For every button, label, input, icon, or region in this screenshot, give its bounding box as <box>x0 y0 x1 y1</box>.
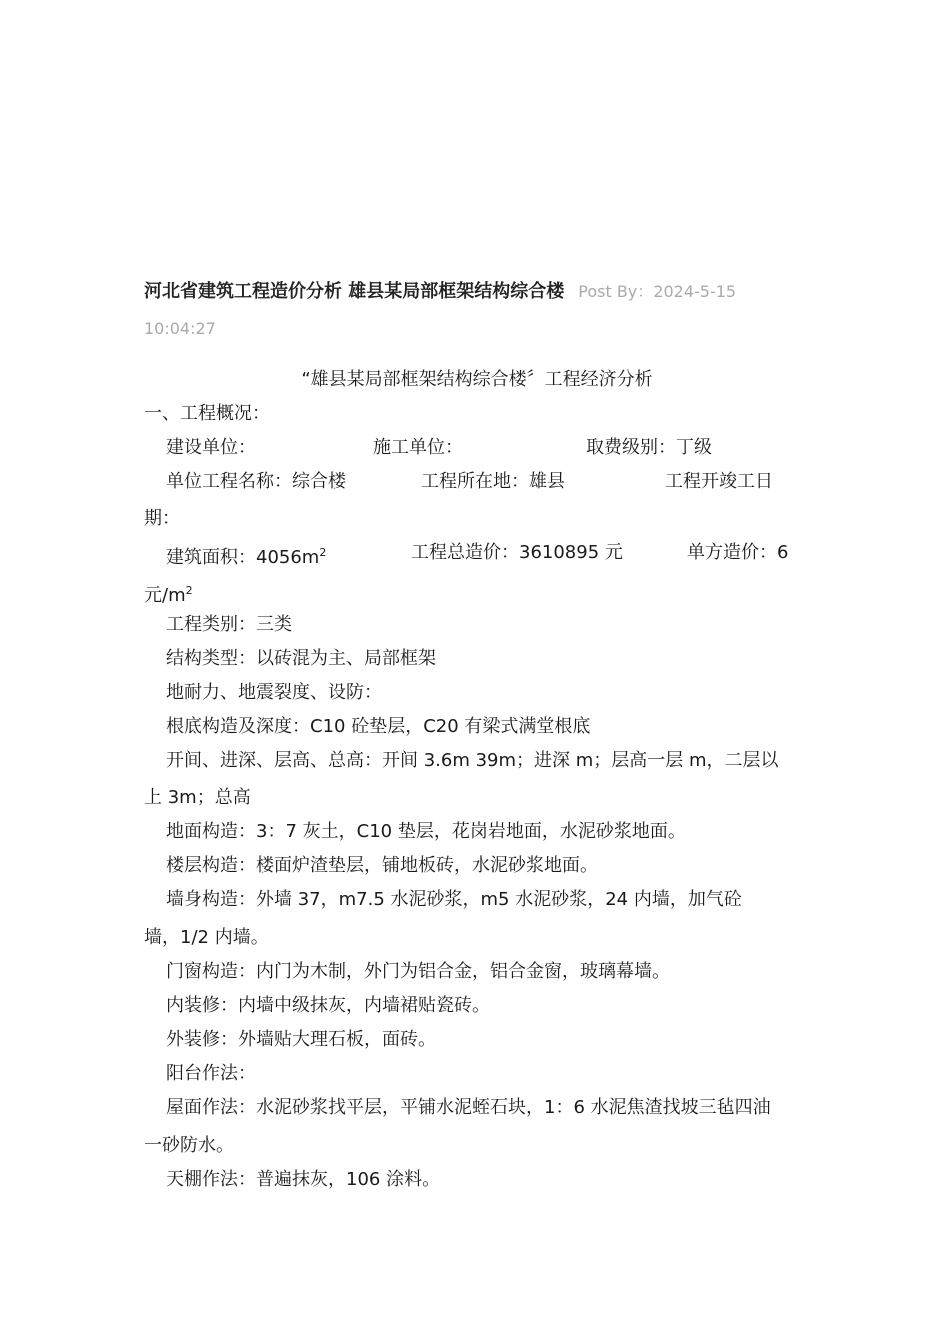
total-cost: 工程总造价：3610895 元 <box>411 542 623 563</box>
document-title: “雄县某局部框架结构综合楼〞工程经济分析 <box>301 369 653 390</box>
unit-cost-unit: 元/m <box>144 585 186 606</box>
structure-type: 结构类型：以砖混为主、局部框架 <box>166 648 436 669</box>
wall-construction-cont: 墙，1/2 内墙。 <box>144 927 269 948</box>
unit-cost-superscript: 2 <box>185 584 193 597</box>
dimensions-info: 开间、进深、层高、总高：开间 3.6m 39m；进深 m；层高一层 m，二层以 <box>166 750 779 771</box>
seismic-info: 地耐力、地震裂度、设防： <box>166 682 382 703</box>
dimensions-info-cont: 上 3m；总高 <box>144 787 251 808</box>
unit-cost-cont <box>144 577 193 610</box>
article-header <box>144 272 810 349</box>
building-area <box>166 539 326 572</box>
fee-level: 取费级别：丁级 <box>586 437 712 458</box>
foundation-info: 根底构造及深度：C10 砼垫层，C20 有梁式满堂根底 <box>166 716 591 737</box>
ceiling-method: 天棚作法：普遍抹灰，106 涂料。 <box>166 1169 441 1190</box>
article-title: 河北省建筑工程造价分析 雄县某局部框架结构综合楼 <box>144 281 565 302</box>
doors-windows: 门窗构造：内门为木制，外门为铝合金，铝合金窗，玻璃幕墙。 <box>166 961 670 982</box>
unit-cost: 单方造价：6 <box>687 542 789 563</box>
roof-method-cont: 一砂防水。 <box>144 1135 234 1156</box>
post-time: 10:04:27 <box>144 319 216 338</box>
interior-finish: 内装修：内墙中级抹灰，内墙裙贴瓷砖。 <box>166 995 490 1016</box>
project-dates: 工程开竣工日 <box>665 471 773 492</box>
balcony-method: 阳台作法： <box>166 1063 256 1084</box>
project-dates-cont: 期： <box>144 508 180 529</box>
ground-construction: 地面构造：3：7 灰土，C10 垫层，花岗岩地面，水泥砂浆地面。 <box>166 821 686 842</box>
wall-construction: 墙身构造：外墙 37，m7.5 水泥砂浆，m5 水泥砂浆，24 内墙，加气砼 <box>166 889 742 910</box>
roof-method: 屋面作法：水泥砂浆找平层，平铺水泥蛭石块，1：6 水泥焦渣找坡三毡四油 <box>166 1097 771 1118</box>
construct-unit: 施工单位： <box>373 437 463 458</box>
floor-construction: 楼层构造：楼面炉渣垫层，铺地板砖，水泥砂浆地面。 <box>166 855 598 876</box>
post-by-label: Post By：2024-5-15 <box>578 282 737 301</box>
building-area-value: 建筑面积：4056m <box>166 547 320 568</box>
project-location: 工程所在地：雄县 <box>421 471 565 492</box>
build-unit: 建设单位： <box>166 437 256 458</box>
project-category: 工程类别：三类 <box>166 614 292 635</box>
unit-project-name: 单位工程名称：综合楼 <box>166 471 346 492</box>
exterior-finish: 外装修：外墙贴大理石板，面砖。 <box>166 1029 436 1050</box>
section-heading: 一、工程概况： <box>144 403 270 424</box>
area-superscript: 2 <box>319 546 327 559</box>
